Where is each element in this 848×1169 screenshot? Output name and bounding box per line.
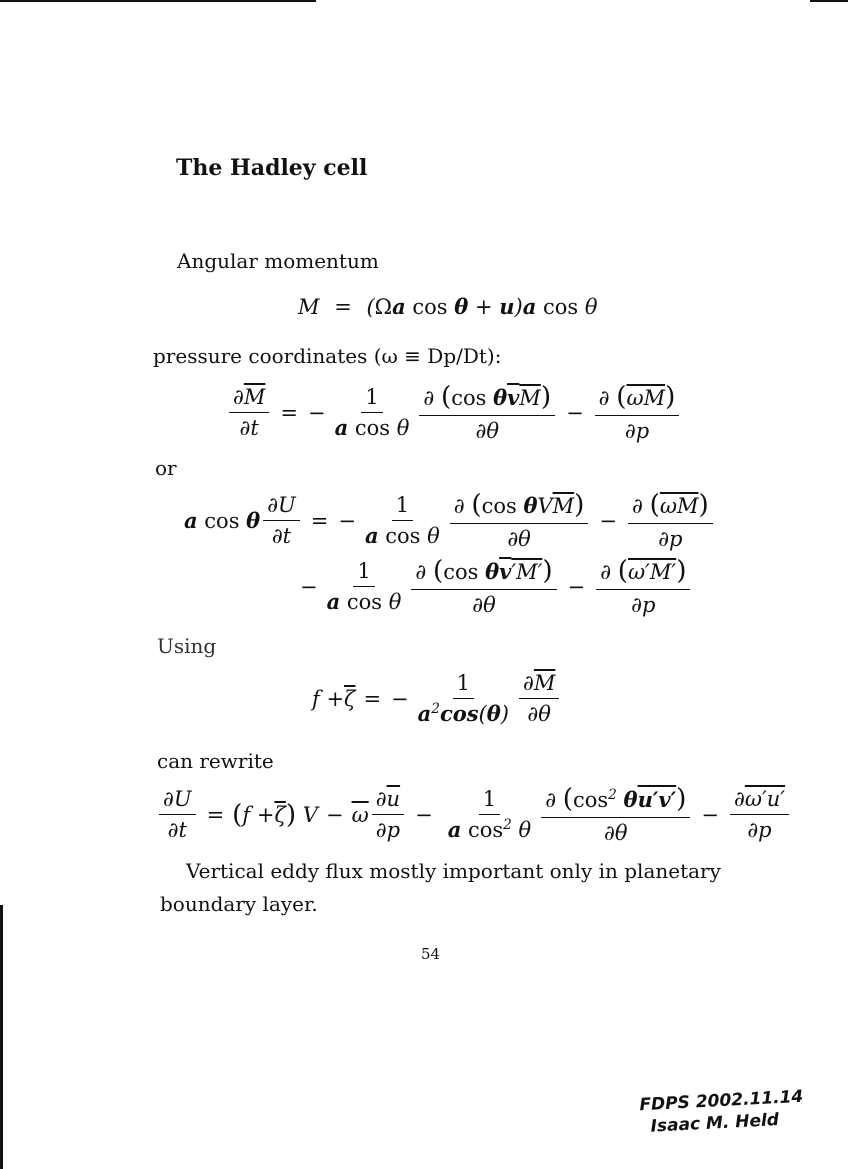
pressure-label: pressure coordinates (ω ≡ Dp/Dt):	[153, 344, 502, 368]
equation-angular-momentum: M = (Ωa cos θ + u)a cos θ	[298, 294, 598, 319]
equation-absolute-vorticity: f + $\overline{\zeta}$ = − $\frac{1}{a^2\cos(\theta)}$ $\frac{\partial\overline{M}}{\partial\theta}$	[312, 671, 562, 726]
page-number: 54	[421, 945, 441, 963]
scan-edge-top	[0, 0, 316, 2]
using-label: Using	[157, 634, 217, 658]
equation-eddy-decomposition-line1: a cos θ $\frac{\partial U}{\partial t}$ = − $\frac{1}{\text{a cos θ}}$ $\frac{\partial (\cos \theta V\overline{M})}{\partial\theta}$ − $\frac{\partial (\overline{\omega}\overline{M})}{\partial p}$	[184, 490, 716, 551]
section-title: The Hadley cell	[176, 155, 368, 181]
signature-line-1: FDPS 2002.11.14	[639, 1086, 804, 1116]
intro-label: Angular momentum	[177, 249, 379, 273]
handwritten-signature	[639, 1086, 805, 1139]
closing-line-1: Vertical eddy flux mostly important only in planetary	[186, 859, 721, 883]
rewrite-label: can rewrite	[157, 749, 274, 773]
or-label: or	[155, 456, 177, 480]
equation-zonal-wind-tendency: $\frac{\partial U}{\partial t}$ = ( f + $\overline{\zeta}$ ) V − $\overline{\omega}$ $\frac{\partial\overline{u}}{\partial p}$ − $\frac{1}{a \cos^2 \theta}$ $\frac{\partial (\cos^2 \theta u'v')}{\partial\theta}$ − $\frac{\partial\omega'u'}{\partial p}$	[156, 784, 792, 845]
signature-line-2: Isaac M. Held	[650, 1110, 780, 1137]
scan-edge-top-right	[810, 0, 848, 2]
equation-eddy-decomposition-line2: − $\frac{1}{\text{a cos θ}}$ $\frac{\text{∂ (cos θv′M′)}}{\partial\theta}$ − $\frac{\partial (\omega'M')}{\partial p}$	[298, 556, 693, 617]
scan-edge-left	[0, 905, 3, 1169]
equation-momentum-budget: $\frac{\partial\overline{M}}{\partial t}$ = − $\frac{1}{\text{a cos θ}}$ $\frac{\text{∂ (cos θvM)}}{\partial\theta}$ − $\frac{\partial (\overline{\omega M})}{\partial p}$	[226, 382, 682, 443]
closing-line-2: boundary layer.	[160, 892, 318, 916]
